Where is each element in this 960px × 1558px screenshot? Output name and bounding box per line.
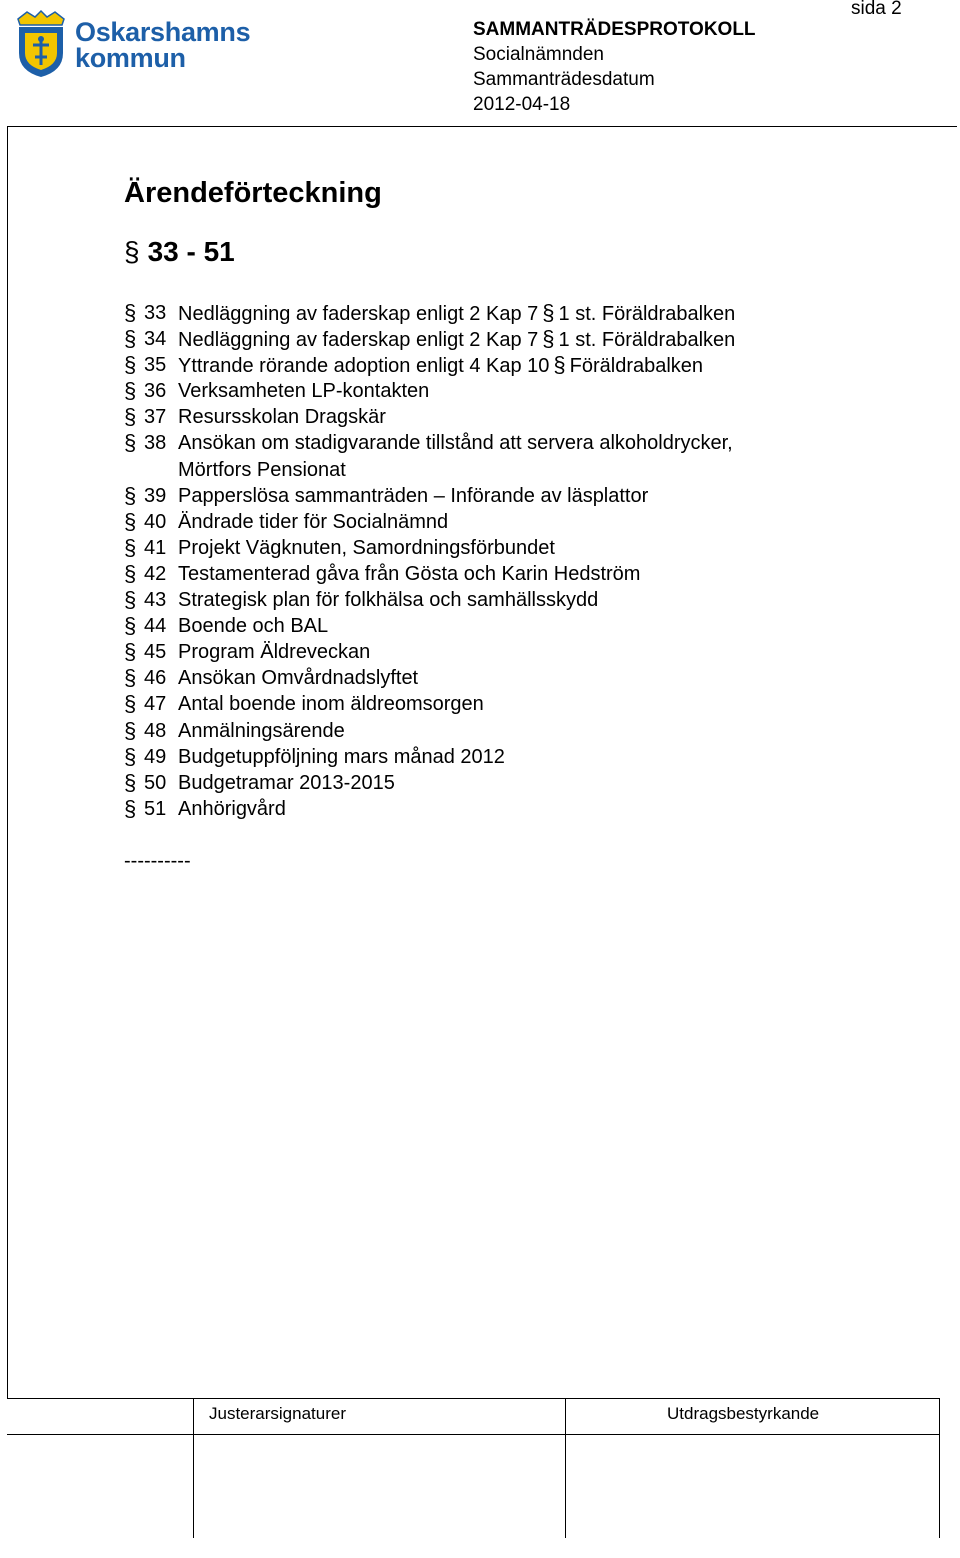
item-number: 46 [144, 667, 167, 690]
footer-header-border [7, 1434, 940, 1435]
item-number: 38 [144, 432, 167, 455]
item-title: Program Äldreveckan [178, 641, 371, 664]
section-sign-icon: § [124, 743, 137, 769]
protocol-header [473, 17, 756, 117]
item-title-part: Föräldrabalken [569, 355, 704, 378]
logo-line-1: Oskarshamns [75, 17, 251, 47]
item-title: Strategisk plan för folkhälsa och samhällsskydd [178, 589, 599, 612]
footer-divider [565, 1398, 566, 1538]
item-number: 49 [144, 745, 167, 768]
item-number: 36 [144, 380, 167, 403]
committee-name: Socialnämnden [473, 44, 604, 65]
signatures-label: Justerarsignaturer [209, 1404, 347, 1423]
municipality-logo [15, 9, 265, 83]
section-sign-icon: § [124, 534, 137, 560]
section-sign-icon: § [124, 665, 137, 691]
meeting-date-label: Sammanträdesdatum [473, 69, 655, 90]
item-number: 50 [144, 771, 167, 794]
section-sign-icon: § [124, 795, 137, 821]
item-title: Ansökan om stadigvarande tillstånd att servera alkoholdrycker, [178, 432, 733, 455]
section-range [124, 236, 235, 268]
page-number: sida 2 [851, 0, 902, 19]
item-title [178, 352, 703, 379]
item-title: Resursskolan Dragskär [178, 406, 386, 429]
item-title: Boende och BAL [178, 615, 329, 638]
section-sign-icon: § [124, 691, 137, 717]
protocol-title: SAMMANTRÄDESPROTOKOLL [473, 19, 756, 40]
item-number: 44 [144, 615, 167, 638]
signature-table [7, 1398, 940, 1538]
item-title: Budgetuppföljning mars månad 2012 [178, 745, 505, 768]
section-sign-icon: § [124, 560, 137, 586]
section-sign-icon: § [124, 717, 137, 743]
item-title: Anhörigvård [178, 797, 286, 820]
section-sign-icon: § [124, 404, 137, 430]
footer-divider [939, 1398, 940, 1538]
item-title-part: Yttrande rörande adoption enligt 4 Kap 10 [178, 355, 550, 378]
item-number: 37 [144, 406, 167, 429]
item-title: Ansökan Omvårdnadslyftet [178, 667, 419, 690]
item-title: Papperslösa sammanträden – Införande av läsplattor [178, 484, 649, 507]
item-number: 43 [144, 589, 167, 612]
section-sign-icon: § [124, 639, 137, 665]
item-title: Verksamheten LP-kontakten [178, 380, 430, 403]
document-title: Ärendeförteckning [124, 177, 382, 209]
header-divider [7, 126, 957, 127]
item-number: 51 [144, 797, 167, 820]
item-title: Antal boende inom äldreomsorgen [178, 693, 484, 716]
section-sign-icon: § [553, 352, 566, 378]
footer-divider [193, 1398, 194, 1538]
section-sign-icon: § [542, 326, 555, 352]
left-margin-line [7, 126, 8, 1398]
item-number: 35 [144, 354, 167, 377]
item-title: Budgetramar 2013-2015 [178, 771, 395, 794]
item-title-part: 1 st. Föräldrabalken [558, 303, 736, 325]
item-number: 41 [144, 536, 167, 559]
item-title-continuation: Mörtfors Pensionat [178, 458, 346, 481]
section-sign-icon: § [124, 508, 137, 534]
item-number: 42 [144, 562, 167, 585]
end-mark: ---------- [124, 850, 191, 872]
extract-certification-label: Utdragsbestyrkande [667, 1404, 820, 1423]
item-number: 45 [144, 641, 167, 664]
item-title-part: 1 st. Föräldrabalken [558, 329, 736, 352]
section-sign-icon: § [124, 326, 137, 352]
item-number: 40 [144, 510, 167, 533]
item-title-part: Nedläggning av faderskap enligt 2 Kap 7 [178, 303, 539, 325]
section-sign-icon: § [124, 300, 137, 325]
logo-line-2: kommun [75, 43, 186, 73]
item-number: 33 [144, 302, 167, 324]
meeting-date: 2012-04-18 [473, 94, 571, 115]
section-sign-icon: § [124, 482, 137, 508]
item-title [178, 326, 735, 353]
item-number: 47 [144, 693, 167, 716]
section-range-value: 33 - 51 [147, 236, 235, 267]
item-title-part: Nedläggning av faderskap enligt 2 Kap 7 [178, 329, 539, 352]
item-title: Ändrade tider för Socialnämnd [178, 510, 449, 533]
section-sign-icon: § [542, 300, 555, 325]
section-sign-icon: § [124, 378, 137, 404]
item-title: Anmälningsärende [178, 719, 345, 742]
section-sign-icon: § [124, 769, 137, 795]
item-title [178, 300, 735, 327]
footer-top-border [7, 1398, 940, 1399]
item-title: Projekt Vägknuten, Samordningsförbundet [178, 536, 555, 559]
item-number: 48 [144, 719, 167, 742]
section-sign-icon: § [124, 613, 137, 639]
item-number: 39 [144, 484, 167, 507]
item-title: Testamenterad gåva från Gösta och Karin Hedström [178, 562, 641, 585]
section-sign-icon: § [124, 587, 137, 613]
coat-of-arms-icon [15, 9, 67, 79]
item-number: 34 [144, 328, 167, 351]
section-sign-icon: § [124, 352, 137, 378]
section-sign-icon: § [124, 236, 140, 267]
section-sign-icon: § [124, 430, 137, 456]
